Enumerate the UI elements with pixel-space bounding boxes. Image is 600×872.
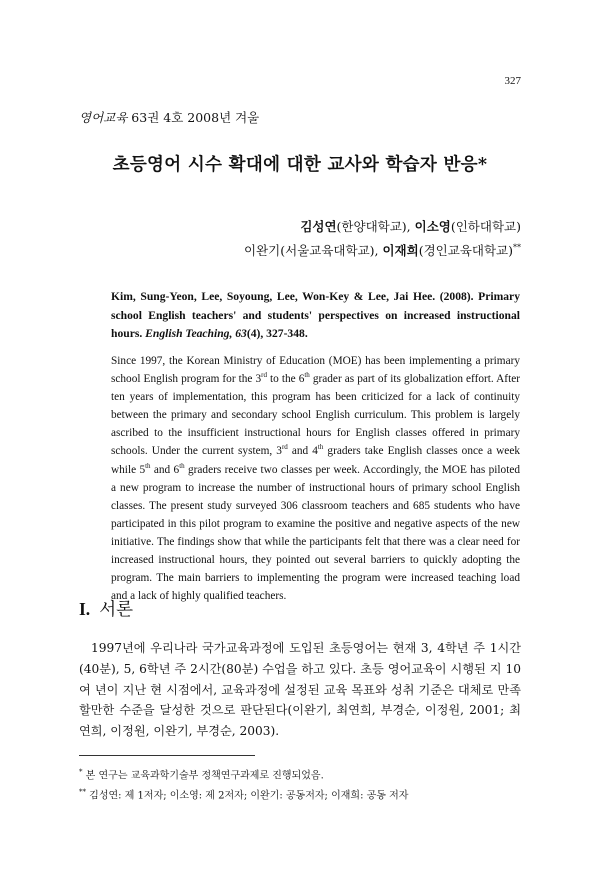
abstract-text: grader as part of its globalization effort. After ten years of implementation, this program has been criticized for a lack of continuity between the primary and secondary school English curriculum. This problem is largely ascribed to the insufficient instructional hours for English classes offered in primary schools. Under the current system, 3 [111,373,520,458]
footnote-mark: * [79,768,83,776]
author-name: 이완기 [244,243,281,259]
author-line-2 [244,237,521,261]
footnote-mark: ** [79,788,86,797]
section-title: 서론 [99,600,133,620]
abstract-text: graders receive two classes per week. Accordingly, the MOE has piloted a new program to increase the number of instructional hours of primary school English classes. The present study surveyed 306 classroom teachers and 685 students who have participated in this pilot program to examine the positive and negative aspects of the new initiative. The findings show that while the participants felt that there was a clear need for increased instructional hours, they pointed out several barriers to quickly adopting the program. The main barriers to implementing the program were increased teaching load and a lack of highly qualified teachers. [111,463,520,603]
abstract-text: to the 6 [266,373,305,386]
ordinal-suffix: rd [281,443,288,452]
abstract-text: Since 1997, the Korean Ministry of Education (MOE) has been implementing a primary school English program for the 3 [111,355,520,386]
abstract-text: and 6 [150,463,180,476]
author-name: 김성연 [300,219,337,234]
abstract-text: and 4 [287,445,318,458]
author-affiliation: (서울교육대학교), [280,243,383,259]
footnote-divider [79,755,255,756]
ordinal-suffix: th [145,461,151,470]
ordinal-suffix: th [304,371,310,380]
journal-name: 영어교육 [79,110,128,125]
citation-journal: English Teaching, 63 [145,327,247,340]
footnote-1 [79,764,521,784]
author-block [244,216,521,261]
section-number: I. [79,599,91,619]
author-affiliation: (한양대학교), [336,219,415,234]
author-line-1 [244,216,521,237]
footnote-text: 본 연구는 교육과학기술부 정책연구과제로 진행되었음. [82,770,324,782]
journal-issue: 63권 4호 2008년 겨울 [131,110,260,125]
author-affiliation: (경인교육대학교) [418,243,513,259]
footnote-mark: ** [513,243,521,252]
journal-header [79,108,259,126]
footnotes [79,764,521,805]
citation-text: Kim, Sung-Yeon, Lee, Soyoung, Lee, Won-Key & Lee, Jai Hee. (2008). Primary school English teachers' and students' perspectives on increased instructional hours. [111,290,520,340]
ordinal-suffix: th [179,461,185,470]
author-name: 이소영 [414,219,451,234]
footnote-text: 김성연: 제 1저자; 이소영: 제 2저자; 이완기: 공동저자; 이재희: 공동 저자 [86,790,409,802]
abstract [111,352,520,605]
page-number: 327 [504,75,521,87]
ordinal-suffix: rd [261,371,267,380]
footnote-2 [79,784,521,804]
body-paragraph: 1997년에 우리나라 국가교육과정에 도입된 초등영어는 현재 3, 4학년 주 1시간(40분), 5, 6학년 주 2시간(80분) 수업을 하고 있다. 초등 영어교육이 시행된 지 10여 년이 지난 현 시점에서, 교육과정에 설정된 교육 목표와 성취 기준은 대체로 만족할만한 수준을 달성한 것으로 판단된다(이완기, 최연희, 부경순, 이정원, 2001; 최연희, 이정원, 이완기, 부경순, 2003). [79,641,521,739]
abstract-text: graders take English classes once a week while 5 [111,445,520,476]
author-name: 이재희 [382,243,419,259]
ordinal-suffix: th [317,443,324,452]
citation-pages: (4), 327-348. [246,327,308,340]
citation [111,288,520,344]
author-affiliation: (인하대학교) [450,219,521,234]
paper-title: 초등영어 시수 확대에 대한 교사와 학습자 반응* [112,155,488,175]
section-heading [79,596,133,621]
